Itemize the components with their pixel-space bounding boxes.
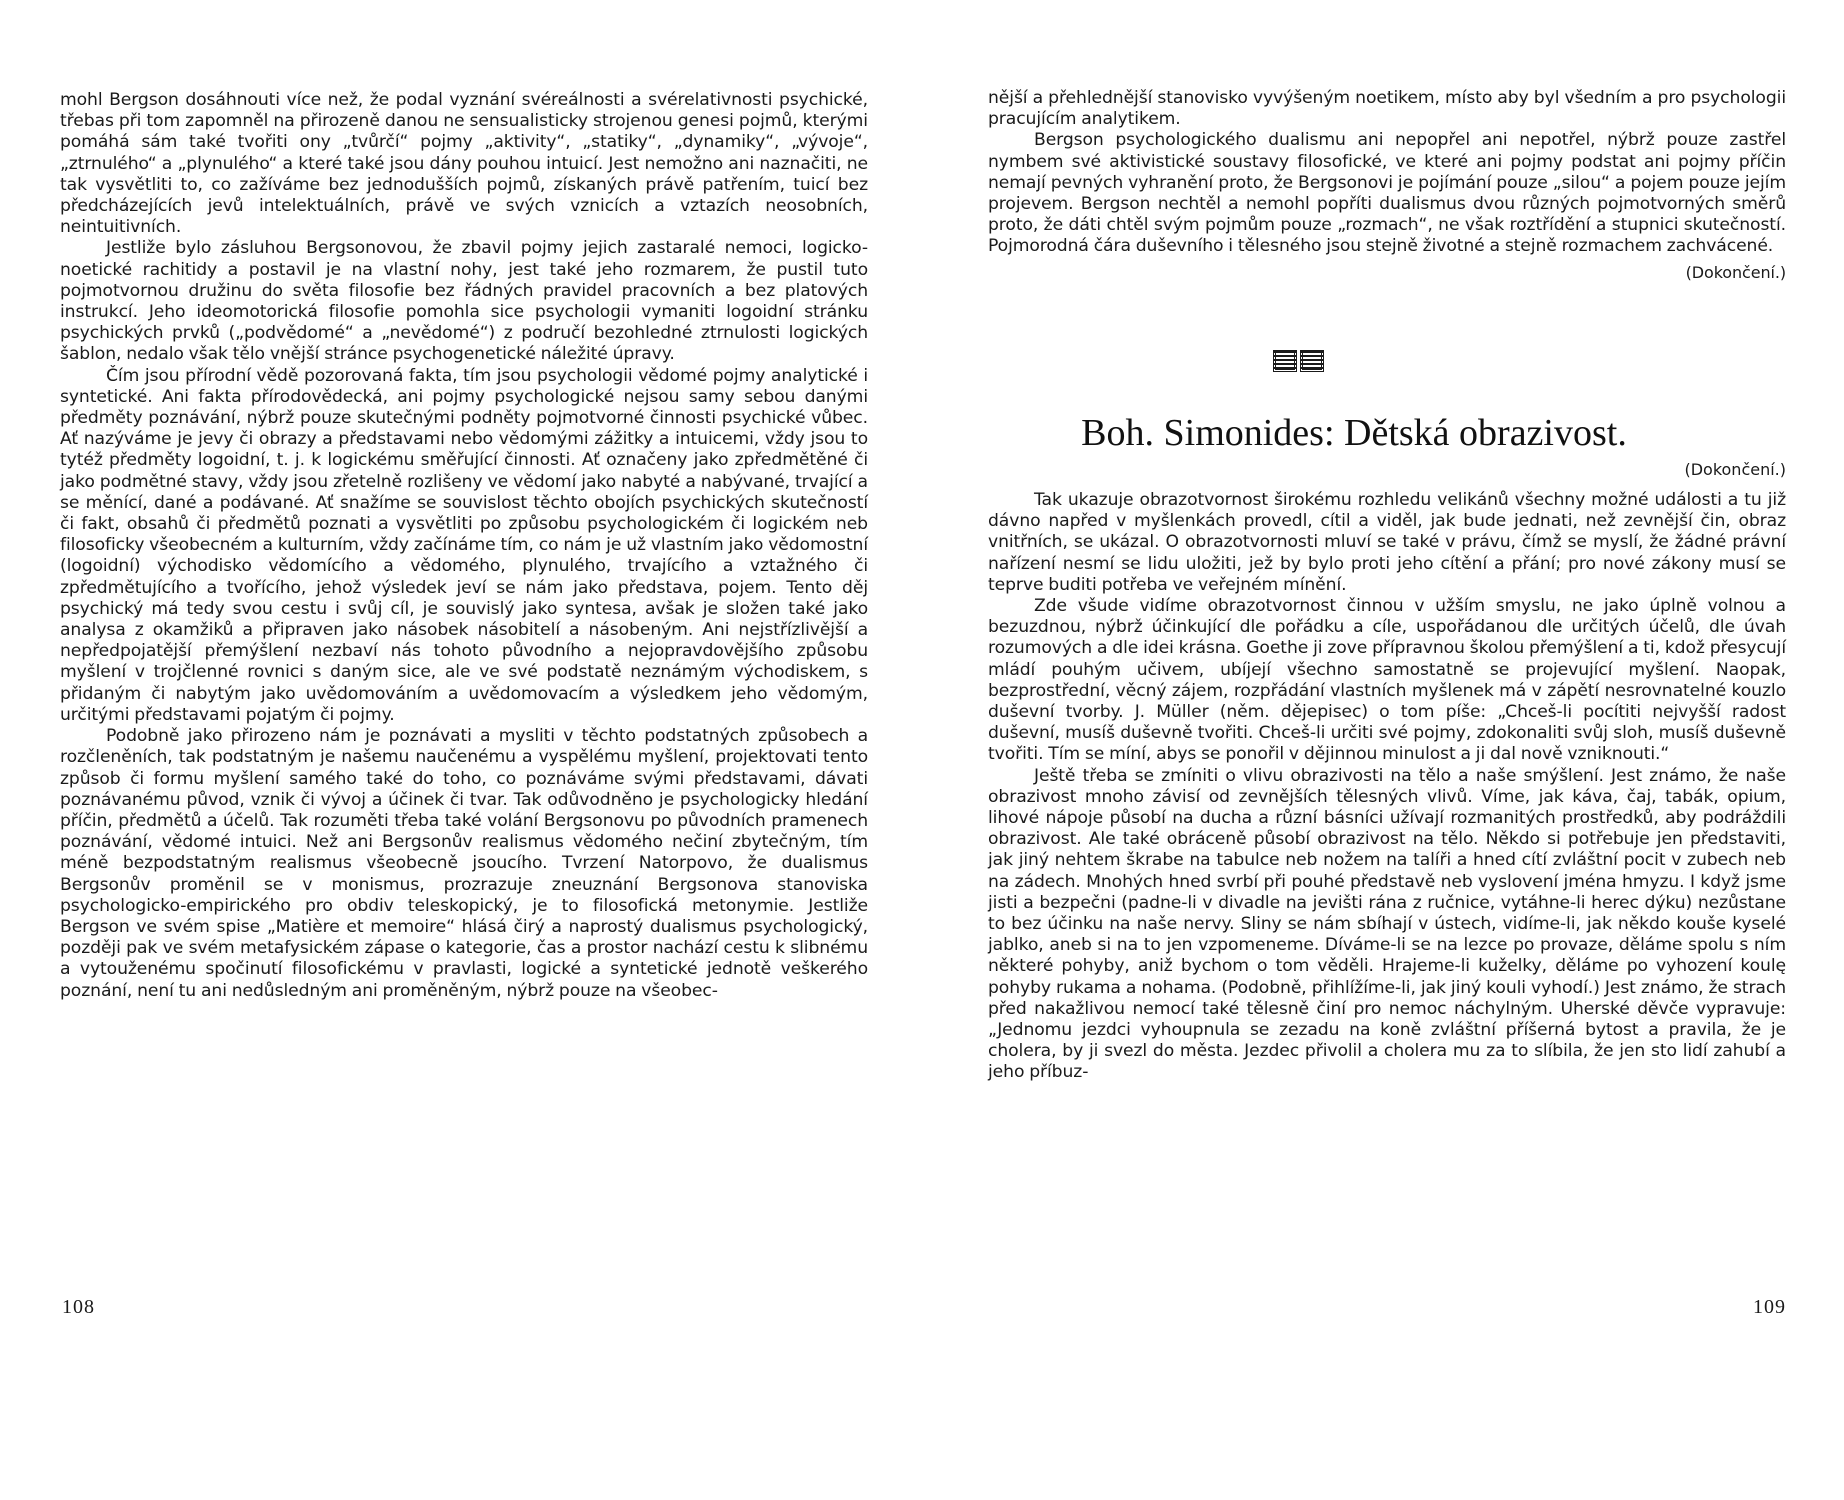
paragraph: Tak ukazuje obrazotvornost širokému rozhledu velikánů všechny možné události a tu již dávno napřed v myšlenkách provedl, cítil a viděl, jak bude jednati, než zevnější čin, obraz vnitřních, se ukázal. O obrazotvornosti mluví se také v právu, čímž se myslí, že žádné právní nařízení nesmí se lidu uložiti, jež by bylo proti jeho cítění a přání; pro nové zákony musí se teprve buditi potřeba ve veřejném mínění. xyxy=(988,490,1786,595)
paragraph: Jestliže bylo zásluhou Bergsonovou, že zbavil pojmy jejich zastaralé nemoci, logicko-noetické rachitidy a postavil je na vlastní nohy, jest také jeho rozmarem, že pustil tuto pojmotvornou družinu do světa filosofie bez řádných pravidel pracovních a bez platových instrukcí. Jeho ideomotorická filosofie pomohla sice psychologii vymaniti logoidní stránku psychických prvků („podvědomé“ a „nevědomé“) z područí bezohledné ztrnulosti logických šablon, nedalo však tělo vnější stránce psychogenetické náležité úpravy. xyxy=(60,238,868,365)
paragraph: Podobně jako přirozeno nám je poznávati a mysliti v těchto podstatných způsobech a rozčleněních, tak podstatným je našemu naučenému a vyspělému myšlení, projektovati tento způsob či formu myšlení samého také do toho, co poznáváme svými představami, dávati poznávanému původ, vznik či vývoj a účinek či tvar. Tak odůvodněno je psychologicky hledání příčin, předmětů a účelů. Tak rozuměti třeba také volání Bergsonovu po původních pramenech poznávání, vědomé intuici. Než ani Bergsonův realismus vědomého nečiní zbytečným, tím méně bezpodstatným realismus všeobecně jsoucího. Tvrzení Natorpovo, že dualismus Bergsonův proměnil se v monismus, prozrazuje zneuznání Bergsonova stanoviska psychologicko-empirického pro obdiv teleskopický, je to filosofická metonymie. Jestliže Bergson ve svém spise „Matière et memoire“ hlásá čirý a naprostý dualismus psychologický, později pak ve svém metafysickém zápase o kategorie, čas a prostor nachází cestu k slibnému a vytouženému spočinutí filosofickému v pravlasti, logické a syntetické jednotě veškerého poznání, není tu ani nedůsledným ani proměněným, nýbrž pouze na všeobec- xyxy=(60,726,868,1001)
section-divider-ornament-icon xyxy=(1273,350,1324,372)
page-number: 108 xyxy=(62,1296,95,1318)
right-text-column-top xyxy=(988,88,1786,283)
article-title: Boh. Simonides: Dětská obrazivost. xyxy=(1081,412,1627,454)
article-subtitle: (Dokončení.) xyxy=(1684,460,1786,479)
right-page xyxy=(922,0,1844,1500)
page-number: 109 xyxy=(1753,1296,1786,1318)
paragraph: Zde všude vidíme obrazotvornost činnou v užším smyslu, ne jako úplně volnou a bezuzdnou, nýbrž účinkující dle pořádku a cíle, uspořádanou dle určitých účelů, dle úvah rozumových a dle idei krásna. Goethe ji zove přípravnou školou přemýšlení a ti, kdož přesycují mládí pouhým učivem, ubíjejí všechno samostatně se projevující myšlení. Naopak, bezprostřední, věcný zájem, rozpřádání vlastních myšlenek má v zápětí nesrovnatelné kouzlo duševní tvorby. J. Müller (něm. dějepisec) o tom píše: „Chceš-li pocítiti nejvyšší radost duševní, musíš duševně tvořiti. Chceš-li určiti své pojmy, zdokonaliti svůj sloh, musíš duševně tvořiti. Tím se míní, abys se ponořil v dějinnou minulost a ji dal nově vzniknouti.“ xyxy=(988,596,1786,765)
ornament-box-icon xyxy=(1300,350,1324,372)
ornament-box-icon xyxy=(1273,350,1297,372)
paragraph: Ještě třeba se zmíniti o vlivu obrazivosti na tělo a naše smýšlení. Jest známo, že naše obrazivost mnoho závisí od zevnějších tělesných vlivů. Víme, jak káva, čaj, tabák, opium, lihové nápoje působí na ducha a různí básníci užívají rozmanitých prostředků, aby podráždili obrazivost. Ale také obráceně působí obrazivost na tělo. Někdo si potřebuje jen představiti, jak jiný nehtem škrabe na tabulce neb nožem na talíři a hned cítí zvláštní pocit v zubech neb na zádech. Mnohých hned svrbí při pouhé představě neb vyslovení jména hmyzu. I když jsme jisti a bezpečni (padne-li v divadle na jevišti rána z ručnice, vytáhne-li herec dýku) nezůstane to bez účinku na naše nervy. Sliny se nám sbíhají v ústech, vidíme-li, jak někdo kouše kyselé jablko, aneb si na to jen vzpomeneme. Díváme-li se na lezce po provaze, děláme spolu s ním některé pohyby, aniž bychom o tom věděli. Hrajeme-li kuželky, děláme po vyhození koulę pohyby rukama a nohama. (Podobně, přihlížíme-li, jak jiný kouli vyhodí.) Jest známo, že strach před nakažlivou nemocí také tělesně činí pro nemoc náchylným. Uherské děvče vypravuje: „Jednomu jezdci vyhoupnula se zezadu na koně zvláštní příšerná bytost a pravila, že je cholera, by ji svezl do města. Jezdec přivolil a cholera mu za to slíbila, že jen sto lidí zahubí a jeho příbuz- xyxy=(988,765,1786,1083)
paragraph: nější a přehlednější stanovisko vyvýšeným noetikem, místo aby byl všedním a pro psychologii pracujícím analytikem. xyxy=(988,88,1786,130)
paragraph: Bergson psychologického dualismu ani nepopřel ani nepotřel, nýbrž pouze zastřel nymbem své aktivistické soustavy filosofické, ve které ani pojmy podstat ani pojmy příčin nemají pevných vyhranění proto, že Bergsonovi je pojímání pouze „silou“ a pojem pouze jejím projevem. Bergson nechtěl a nemohl popříti dualismus dvou různých pojmotvorných směrů proto, že dáti chtěl svým pojmům pouze „rozmach“, ne však roztřídění a stupnici skutečností. Pojmorodná čára duševního i tělesného jsou stejně životné a stejně rozmachem zachvácené. xyxy=(988,130,1786,257)
left-text-column xyxy=(60,90,868,1002)
paragraph: mohl Bergson dosáhnouti více než, že podal vyznání svéreálnosti a svérelativnosti psychické, třebas při tom zapomněl na přirozeně danou ne sensualisticky strojenou genesi pojmů, kterými pomáhá sám také tvořiti ony „tvůrčí“ pojmy „aktivity“, „statiky“, „dynamiky“, „vývoje“, „ztrnulého“ a „plynulého“ a které také jsou dány pouhou intuicí. Jest nemožno ani naznačiti, ne tak vysvětliti to, co zažíváme bez jednodušších pojmů, získaných právě patřením, tuicí bez předcházejících jevů intelektuálních, právě ve svých vznicích a vztazích neosobních, neintuitivních. xyxy=(60,90,868,238)
paragraph: Čím jsou přírodní vědě pozorovaná fakta, tím jsou psychologii vědomé pojmy analytické i syntetické. Ani fakta přírodovědecká, ani pojmy psychologické nejsou samy sebou danými předměty poznávání, nýbrž pouze skutečnými podněty pojmotvorné činnosti psychické vůbec. Ať nazýváme je jevy či obrazy a představami nebo vědomými zážitky a intuicemi, vždy jsou to tytéž předměty logoidní, t. j. k logickému směřující činnosti. Ať označeny jako zpředmětěné či jako podmětné stavy, vždy jsou zřetelně rozlišeny ve vědomí jako nabyté a nabývané, trvající a se měnící, dané a podávané. Ať snažíme se souvislost těchto obojích psychických skutečností či fakt, obsahů či předmětů poznati a vysvětliti po způsobu psychologickém či logickém neb filosoficky všeobecném a kulturním, vždy začínáme tím, co nám je už vlastním jako vědomostní (logoidní) východisko vědomícího a vědomého, plynulého, trvajícího a vztažného či zpředmětujícího a tvořícího, jehož výsledek jeví se nám jako představa, pojem. Tento děj psychický má tedy svou cestu i svůj cíl, je souvislý jako syntesa, avšak je složen také jako analysa z okamžiků a připraven jako násobek násobitelí a násobeným. Ani nejstřízlivější a nepředpojatější přemýšlení nezbaví nás tohoto původního a nejopravdovějšího způsobu myšlení v trojčlenné rovnici s daným sice, ale ve své podstatě neznámým východiskem, s přidaným či nabytým jako uvědomováním a uvědomovacím a výsledkem jeho vědomým, určitými představami pojatým či pojmy. xyxy=(60,365,868,725)
continuation-note: (Dokončení.) xyxy=(1685,262,1786,282)
right-text-column-article xyxy=(988,490,1786,1084)
